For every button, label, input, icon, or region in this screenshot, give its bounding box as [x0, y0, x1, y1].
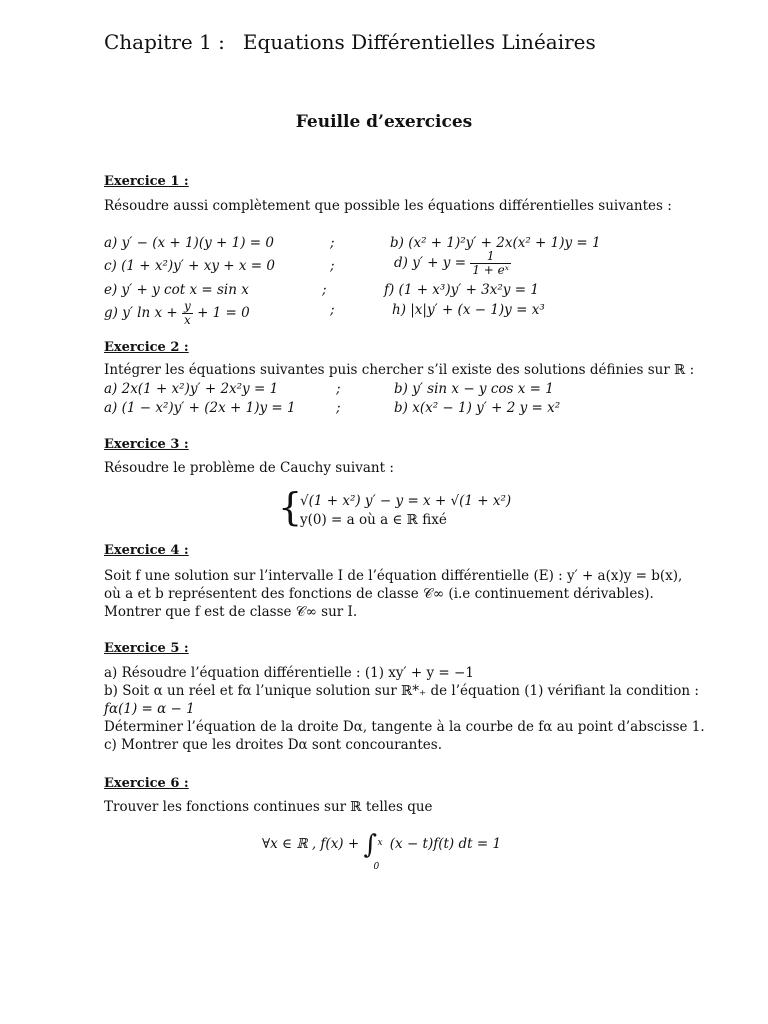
chapter-header [104, 30, 596, 54]
equation-2a1: a) 2x(1 + x²)y′ + 2x²y = 1 [104, 381, 279, 397]
separator: ; [336, 400, 341, 416]
cauchy-initial-condition: y(0) = a où a ∈ ℝ fixé [300, 512, 447, 528]
exercise-5-line-5: c) Montrer que les droites Dα sont concourantes. [104, 737, 442, 753]
equation-suffix: (x − t)f(t) dt = 1 [389, 836, 502, 852]
exercise-3-intro: Résoudre le problème de Cauchy suivant : [104, 460, 394, 476]
equation-2a2: a) (1 − x²)y′ + (2x + 1)y = 1 [104, 400, 296, 416]
equation-2b2: b) x(x² − 1) y′ + 2 y = x² [394, 400, 561, 416]
integral-upper-bound: x [377, 838, 383, 848]
exercise-5-line-1: a) Résoudre l’équation différentielle : (1) xy′ + y = −1 [104, 665, 474, 681]
exercise-3-heading: Exercice 3 : [104, 437, 189, 452]
integral-lower-bound: 0 [373, 862, 380, 872]
separator: ; [322, 282, 327, 298]
separator: ; [330, 258, 335, 274]
equation-g [104, 300, 250, 327]
exercise-6-equation [262, 830, 502, 872]
system-brace: { [278, 485, 303, 529]
equation-f: f) (1 + x³)y′ + 3x²y = 1 [384, 282, 539, 298]
exercise-1-heading: Exercice 1 : [104, 174, 189, 189]
integral-sign: ∫ [363, 830, 378, 860]
exercise-2-intro: Intégrer les équations suivantes puis chercher s’il existe des solutions définies sur ℝ : [104, 362, 695, 378]
fraction-denominator: 1 + eˣ [472, 263, 509, 277]
exercise-6-intro: Trouver les fonctions continues sur ℝ telles que [104, 799, 433, 815]
fraction-numerator: y [184, 299, 191, 313]
exercise-5-heading: Exercice 5 : [104, 641, 189, 656]
equation-d-fraction [470, 250, 511, 277]
equation-h: h) |x|y′ + (x − 1)y = x³ [392, 302, 545, 318]
chapter-label: Chapitre 1 : [104, 30, 225, 54]
chapter-title: Equations Différentielles Linéaires [242, 30, 596, 54]
exercise-5-line-4: Déterminer l’équation de la droite Dα, tangente à la courbe de fα au point d’abscisse 1. [104, 719, 705, 735]
exercise-4-line-1: Soit f une solution sur l’intervalle I de l’équation différentielle (E) : y′ + a(x)y = b(x), [104, 568, 683, 584]
exercise-4-line-2: où a et b représentent des fonctions de classe 𝒞∞ (i.e continuement dérivables). [104, 586, 654, 602]
fraction-numerator: 1 [470, 250, 511, 264]
cauchy-equation: √(1 + x²) y′ − y = x + √(1 + x²) [300, 493, 512, 509]
separator: ; [330, 302, 335, 318]
equation-prefix: ∀x ∈ ℝ , f(x) + [262, 836, 360, 852]
separator: ; [330, 235, 335, 251]
sheet-title: Feuille d’exercices [295, 112, 473, 132]
equation-g-prefix: g) y′ ln x + [104, 305, 178, 321]
exercise-4-line-3: Montrer que f est de classe 𝒞∞ sur I. [104, 604, 358, 620]
equation-a: a) y′ − (x + 1)(y + 1) = 0 [104, 235, 274, 251]
equation-d-prefix: d) y′ + y = [394, 255, 467, 271]
fraction-denominator: x [184, 313, 191, 327]
exercise-2-heading: Exercice 2 : [104, 340, 189, 355]
equation-e: e) y′ + y cot x = sin x [104, 282, 249, 298]
exercise-1-intro: Résoudre aussi complètement que possible les équations différentielles suivantes : [104, 198, 672, 214]
equation-g-fraction [182, 300, 193, 327]
exercise-5-line-3: fα(1) = α − 1 [104, 701, 195, 717]
equation-2b1: b) y′ sin x − y cos x = 1 [394, 381, 554, 397]
exercise-6-heading: Exercice 6 : [104, 776, 189, 791]
exercise-5-line-2: b) Soit α un réel et fα l’unique solution sur ℝ*₊ de l’équation (1) vérifiant la condition : [104, 683, 699, 699]
equation-b: b) (x² + 1)²y′ + 2x(x² + 1)y = 1 [390, 235, 601, 251]
equation-g-suffix: + 1 = 0 [197, 305, 250, 321]
equation-c: c) (1 + x²)y′ + xy + x = 0 [104, 258, 275, 274]
exercise-4-heading: Exercice 4 : [104, 543, 189, 558]
separator: ; [336, 381, 341, 397]
equation-d [394, 250, 511, 277]
